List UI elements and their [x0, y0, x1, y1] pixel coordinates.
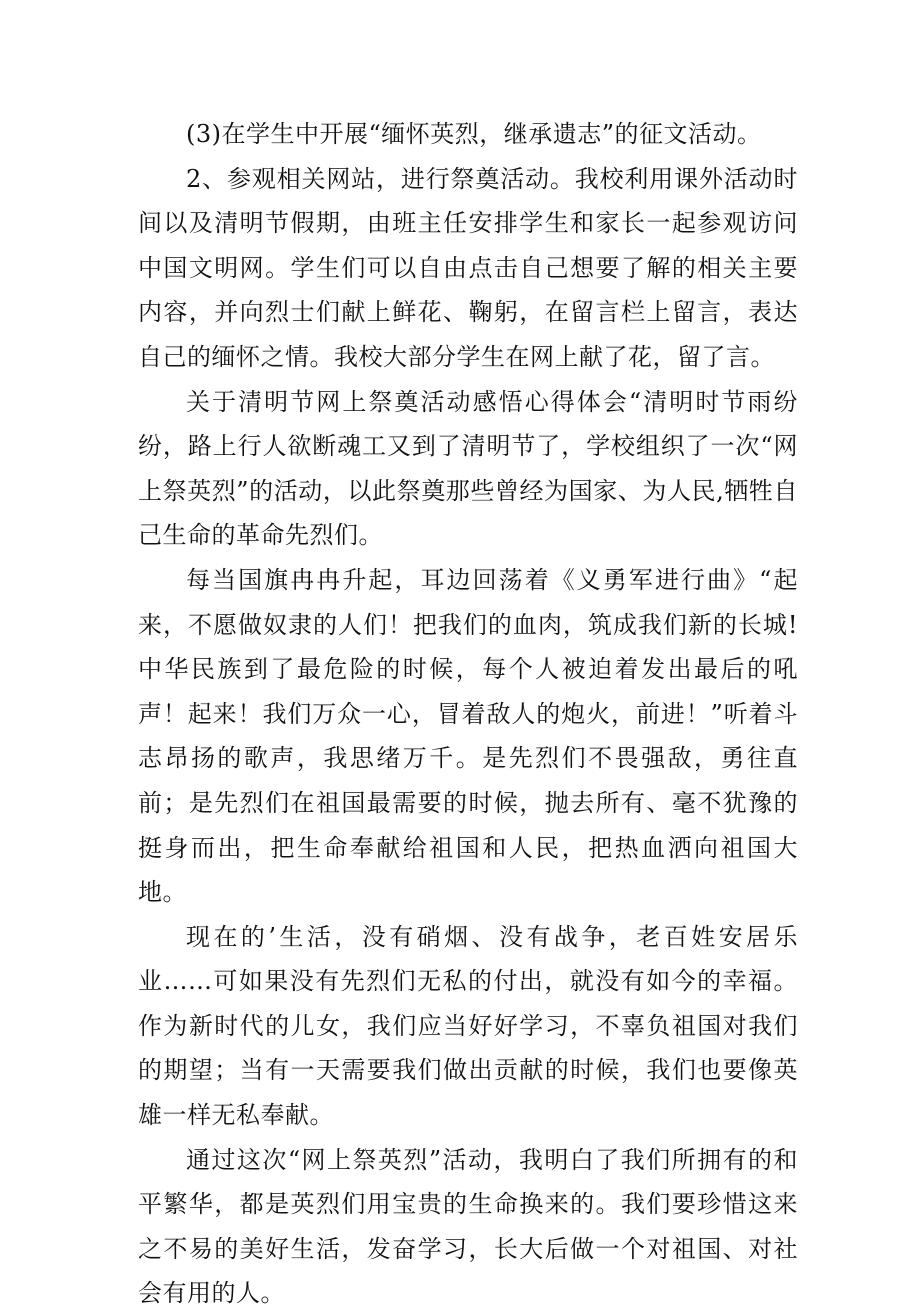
document-body — [138, 112, 798, 1316]
paragraph-present-life: 现在的’生活，没有硝烟、没有战争，老百姓安居乐业……可如果没有先烈们无私的付出，就没有如今的幸福。作为新时代的儿女，我们应当好好学习，不辜负祖国对我们的期望；当有一天需要我们做出贡献的时候，我们也要像英雄一样无私奉献。 — [138, 922, 798, 1130]
paragraph-national-anthem: 每当国旗冉冉升起，耳边回荡着《义勇军进行曲》“起来，不愿做奴隶的人们！把我们的血肉，筑成我们新的长城!中华民族到了最危险的时候，每个人被迫着发出最后的吼声！起来！我们万众一心，冒着敌人的炮火，前进！”听着斗志昂扬的歌声，我思绪万千。是先烈们不畏强敌，勇往直前；是先烈们在祖国最需要的时候，抛去所有、毫不犹豫的挺身而出，把生命奉献给祖国和人民，把热血洒向祖国大地。 — [138, 565, 798, 907]
paragraph-essay-activity: (3)在学生中开展“缅怀英烈，继承遗志”的征文活动。 — [186, 120, 762, 148]
paragraph-website-visit: 2、参观相关网站，进行祭奠活动。我校利用课外活动时间以及清明节假期，由班主任安排学生和家长一起参观访问中国文明网。学生们可以自由点击自己想要了解的相关主要内容，并向烈士们献上鲜花、鞠躬，在留言栏上留言，表达自己的缅怀之情。我校大部分学生在网上献了花，留了言。 — [138, 164, 798, 371]
paragraph-qingming-reflection: 关于清明节网上祭奠活动感悟心得体会“清明时节雨纷纷，路上行人欲断魂工又到了清明节了，学校组织了一次“网上祭英烈”的活动，以此祭奠那些曾经为国家、为人民,牺牲自己生命的革命先烈们。 — [138, 387, 798, 550]
paragraph-conclusion: 通过这次“网上祭英烈”活动，我明白了我们所拥有的和平繁华，都是英烈们用宝贵的生命换来的。我们要珍惜这来之不易的美好生活，发奋学习，长大后做一个对祖国、对社会有用的人。 — [138, 1145, 798, 1308]
